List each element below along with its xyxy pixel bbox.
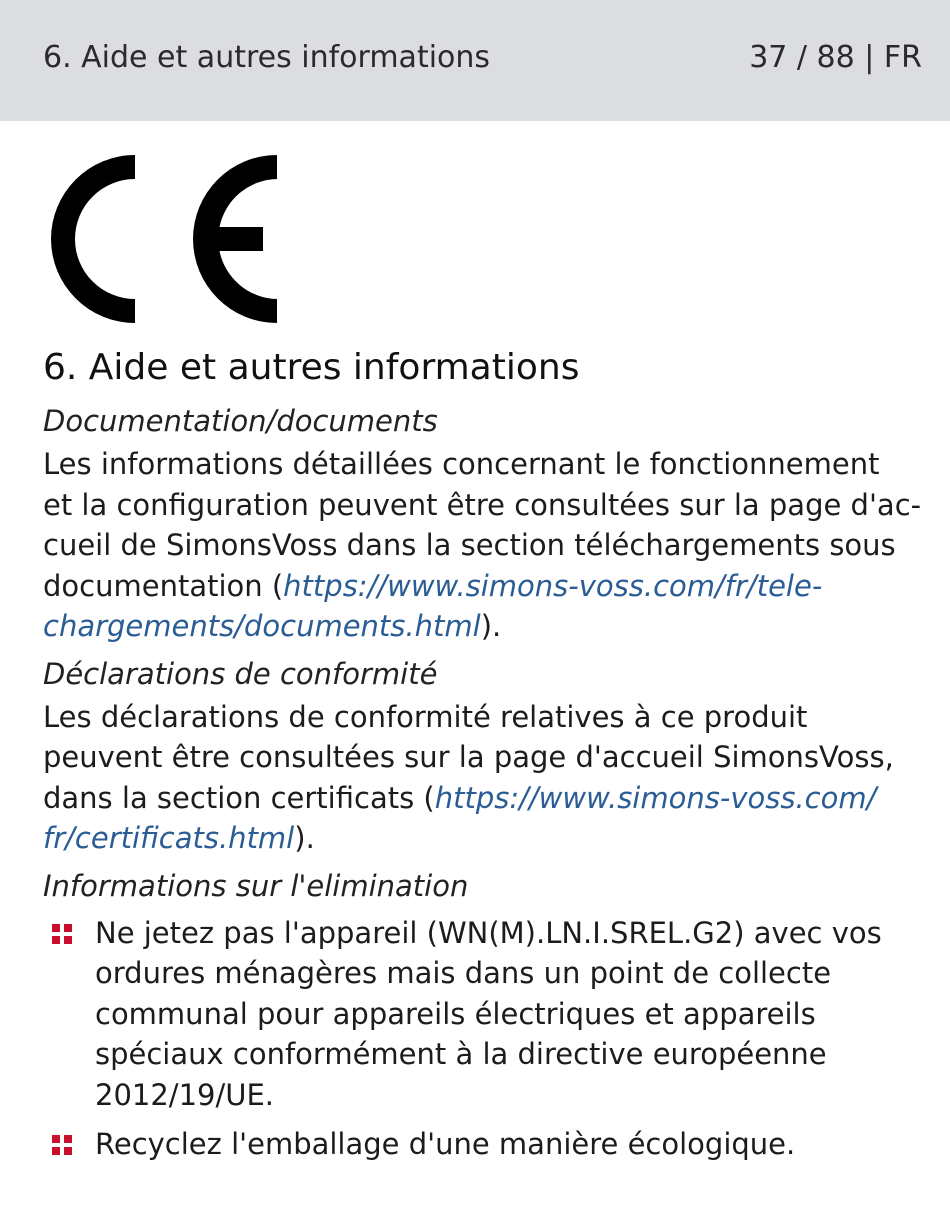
conformity-line: Les déclarations de conformité relatives à ce produit bbox=[43, 699, 808, 734]
section-title: 6. Aide et autres informations bbox=[43, 347, 580, 388]
bullet-icon bbox=[52, 924, 72, 944]
disposal-heading: Informations sur l'elimination bbox=[43, 868, 469, 903]
conformity-line bbox=[43, 818, 928, 859]
list-item bbox=[43, 913, 928, 1116]
conformity-line: peuvent être consultées sur la page d'accueil SimonsVoss, bbox=[43, 740, 894, 774]
page-header bbox=[0, 0, 950, 121]
documentation-line bbox=[43, 606, 928, 647]
bullet-line: communal pour appareils électriques et appareils bbox=[95, 996, 816, 1031]
documentation-line: cueil de SimonsVoss dans la section téléchargements sous bbox=[43, 528, 896, 562]
bullet-line: ordures ménagères mais dans un point de collecte bbox=[95, 956, 832, 990]
conformity-prefix: dans la section certificats ( bbox=[43, 780, 435, 815]
bullet-line: spéciaux conformément à la directive européenne bbox=[95, 1037, 827, 1071]
documentation-link-cont[interactable]: chargements/documents.html bbox=[43, 609, 481, 643]
conformity-line bbox=[43, 778, 928, 819]
bullet-line: 2012/19/UE. bbox=[95, 1077, 275, 1112]
documentation-heading: Documentation/documents bbox=[43, 404, 438, 438]
main-content bbox=[43, 342, 928, 1174]
documentation-prefix: documentation ( bbox=[43, 568, 284, 603]
page-indicator: 37 / 88 | FR bbox=[749, 40, 922, 75]
documentation-suffix: ). bbox=[480, 609, 502, 643]
bullet-line: Ne jetez pas l'appareil (WN(M).LN.I.SREL.G2) avec vos bbox=[95, 915, 882, 950]
documentation-line bbox=[43, 566, 928, 607]
conformity-link-cont[interactable]: fr/certificats.html bbox=[43, 821, 295, 855]
bullet-line: Recyclez l'emballage d'une manière écologique. bbox=[95, 1127, 796, 1161]
conformity-suffix: ). bbox=[294, 821, 315, 855]
conformity-heading: Déclarations de conformité bbox=[43, 656, 438, 691]
conformity-link[interactable]: https://www.simons-voss.com/ bbox=[434, 780, 877, 815]
list-item bbox=[43, 1124, 928, 1165]
header-title: 6. Aide et autres informations bbox=[43, 40, 491, 75]
disposal-list bbox=[43, 913, 928, 1165]
ce-logo-c bbox=[51, 155, 135, 323]
documentation-line: Les informations détaillées concernant le fonctionnement bbox=[43, 447, 880, 481]
ce-logo bbox=[43, 155, 279, 323]
documentation-line: et la configuration peuvent être consultées sur la page d'ac- bbox=[43, 487, 922, 522]
bullet-icon bbox=[52, 1135, 72, 1155]
conformity-paragraph bbox=[43, 697, 928, 859]
documentation-paragraph bbox=[43, 444, 928, 647]
ce-logo-e bbox=[193, 155, 277, 323]
documentation-link[interactable]: https://www.simons-voss.com/fr/tele- bbox=[283, 568, 823, 603]
